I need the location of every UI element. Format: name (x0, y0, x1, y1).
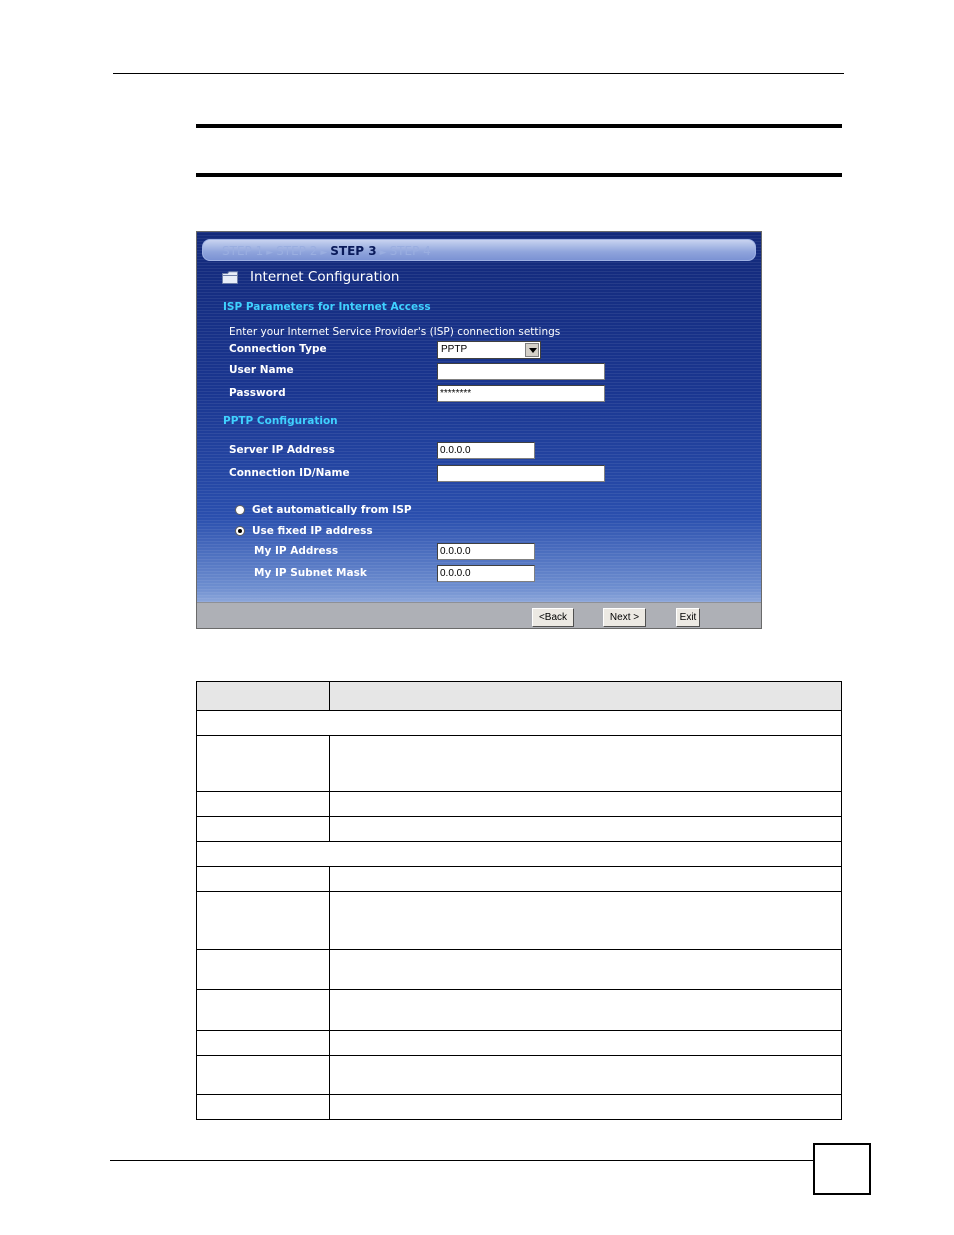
user-name-input[interactable] (437, 363, 605, 380)
step-separator: ► (379, 248, 387, 258)
table-cell (330, 892, 842, 950)
table-row (197, 892, 842, 950)
table-section-row (197, 842, 842, 867)
table-cell (197, 1031, 330, 1056)
connection-type-value: PPTP (441, 344, 468, 355)
table-cell (197, 1095, 330, 1120)
server-ip-label: Server IP Address (229, 444, 335, 456)
table-cell (330, 1031, 842, 1056)
table-cell (330, 1095, 842, 1120)
step-1: STEP 1 (222, 244, 264, 258)
step-4: STEP 4 (389, 244, 431, 258)
my-ip-input[interactable]: 0.0.0.0 (437, 543, 535, 560)
password-label: Password (229, 387, 286, 399)
table-row (197, 1031, 842, 1056)
table-cell (330, 792, 842, 817)
wizard-title: Internet Configuration (250, 269, 400, 285)
table-cell (197, 892, 330, 950)
table-cell (197, 950, 330, 990)
step-separator: ► (320, 248, 328, 258)
heading-bottom-bar (196, 173, 842, 177)
password-input[interactable]: ******** (437, 385, 605, 402)
dropdown-arrow-icon[interactable] (525, 343, 539, 357)
folder-icon (222, 271, 238, 284)
page-number-box (813, 1143, 871, 1195)
step-separator: ► (266, 248, 274, 258)
isp-section-heading: ISP Parameters for Internet Access (223, 301, 431, 313)
table-section-cell (197, 711, 842, 736)
table-row (197, 1056, 842, 1095)
my-subnet-mask-label: My IP Subnet Mask (254, 567, 367, 579)
steps-bar (202, 239, 756, 261)
table-cell (330, 1056, 842, 1095)
table-cell (197, 736, 330, 792)
step-3-active: STEP 3 (330, 244, 377, 258)
table-row (197, 792, 842, 817)
table-section-cell (197, 842, 842, 867)
connection-id-label: Connection ID/Name (229, 467, 350, 479)
back-button[interactable]: <Back (532, 608, 574, 627)
heading-top-bar (196, 124, 842, 128)
my-subnet-mask-input[interactable]: 0.0.0.0 (437, 565, 535, 582)
table-row (197, 736, 842, 792)
wizard-button-bar (197, 602, 761, 629)
table-cell (330, 950, 842, 990)
table-row (197, 950, 842, 990)
table-cell (330, 817, 842, 842)
pptp-section-heading: PPTP Configuration (223, 415, 338, 427)
exit-button[interactable]: Exit (676, 608, 700, 627)
table-cell (197, 817, 330, 842)
connection-type-label: Connection Type (229, 343, 327, 355)
table-cell (197, 1056, 330, 1095)
table-cell (330, 736, 842, 792)
wizard-screenshot (196, 231, 762, 629)
table-header-row (197, 682, 842, 711)
table-cell (330, 867, 842, 892)
table-header-cell (197, 682, 330, 711)
my-ip-label: My IP Address (254, 545, 339, 557)
server-ip-input[interactable]: 0.0.0.0 (437, 442, 535, 459)
connection-type-select[interactable] (437, 341, 541, 359)
next-button[interactable]: Next > (603, 608, 646, 627)
user-name-label: User Name (229, 364, 294, 376)
table-cell (197, 792, 330, 817)
page-header-rule (113, 73, 844, 74)
table-row (197, 990, 842, 1031)
table-header-cell (330, 682, 842, 711)
table-cell (197, 990, 330, 1031)
radio-use-fixed-ip-label: Use fixed IP address (252, 525, 373, 537)
intro-text: Enter your Internet Service Provider's (ISP) connection settings (229, 326, 561, 338)
radio-use-fixed-ip[interactable] (235, 526, 245, 536)
description-table (196, 681, 842, 1120)
table-cell (330, 990, 842, 1031)
table-cell (197, 867, 330, 892)
radio-get-automatically-label: Get automatically from ISP (252, 504, 412, 516)
table-section-row (197, 711, 842, 736)
table-row (197, 1095, 842, 1120)
page-footer-rule (110, 1160, 813, 1161)
table-row (197, 817, 842, 842)
connection-id-input[interactable] (437, 465, 605, 482)
step-2: STEP 2 (276, 244, 318, 258)
table-row (197, 867, 842, 892)
radio-get-automatically[interactable] (235, 505, 245, 515)
